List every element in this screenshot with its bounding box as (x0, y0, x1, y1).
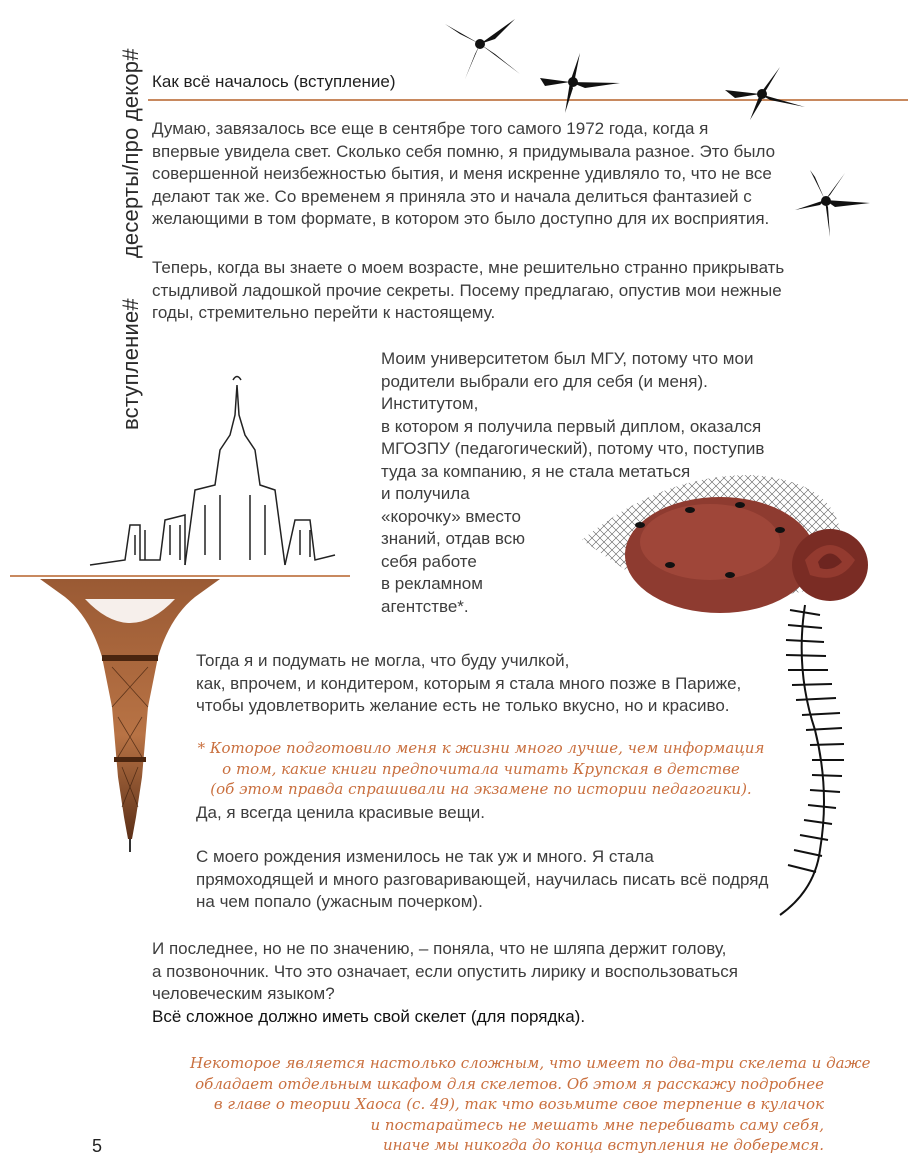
side-heading-right: десерты/про декор# (118, 48, 143, 259)
paragraph-spine: И последнее, но не по значению, – поняла, что не шляпа держит голову, а позвоночник. Что это означает, если опустить лирику и воспользоваться человеческим языком? Всё сложное должно иметь свой скелет (для порядка). (152, 938, 738, 1028)
paragraph-since-birth: С моего рождения изменилось не так уж и много. Я стала прямоходящей и много разговаривающей, научилась писать всё подряд на чем попало (ужасным почерком). (196, 847, 769, 911)
side-heading (118, 48, 144, 430)
key-statement: Всё сложное должно иметь свой скелет (для порядка). (152, 1006, 586, 1026)
paragraph-age: Теперь, когда вы знаете о моем возрасте, мне решительно странно прикрывать стыдливой ладошкой прочие секреты. Посему предлагаю, опустив мои нежные годы, стремительно перейти к настоящему. (152, 258, 785, 322)
dragonfly-icon (440, 14, 530, 84)
paragraph-university: Моим университетом был МГУ, потому что мои родители выбрали его для себя (и меня). Институтом, в котором я получила первый диплом, оказался МГОЗПУ (педагогический), потому что, поступив туда за компанию, я не стала метаться и получила «корочку» вместо знаний, отдав всю себя работе в рекламном агентстве*. (381, 349, 765, 616)
side-heading-left: вступление# (118, 298, 143, 430)
footnote-skeletons: Некоторое является настолько сложным, что имеет по два-три скелета и даже обладает отдельным шкафом для скелетов. Об этом я расскажу подробнее в главе о теории Хаоса (с. 49), так что возьмите свое терпение в кулачок и постарайтесь не мешать мне перебивать саму себя, иначе мы никогда до конца вступления не доберемся. (190, 1054, 871, 1154)
section-title: Как всё началось (вступление) (152, 72, 396, 91)
dragonfly-icon (790, 165, 880, 240)
paragraph-beautiful-things: Да, я всегда ценила красивые вещи. (196, 803, 485, 822)
dragonfly-icon (535, 48, 625, 118)
paragraph-teacher: Тогда я и подумать не могла, что буду училкой, как, впрочем, и кондитером, которым я стала много позже в Париже, чтобы удовлетворить желание есть не только вкусно, но и красиво. (196, 651, 742, 715)
dragonfly-icon (720, 62, 810, 122)
paragraph-intro: Думаю, завязалось все еще в сентябре того самого 1972 года, когда я впервые увидела свет. Сколько себя помню, я придумывала разное. Это было совершенной неизбежностью бытия, и меня искренне удивляло то, что не все делают так же. Со временем я приняла это и начала делиться фантазией с желающими в том формате, в котором это было доступно для их восприятия. (152, 119, 776, 228)
msu-building-sketch (85, 375, 345, 575)
page-number: 5 (92, 1136, 103, 1156)
footnote-agency: * Которое подготовило меня к жизни много лучше, чем информация о том, какие книги предпочитала читать Крупская в детстве (об этом правда спрашивали на экзамене по истории педагогики). (197, 739, 765, 798)
